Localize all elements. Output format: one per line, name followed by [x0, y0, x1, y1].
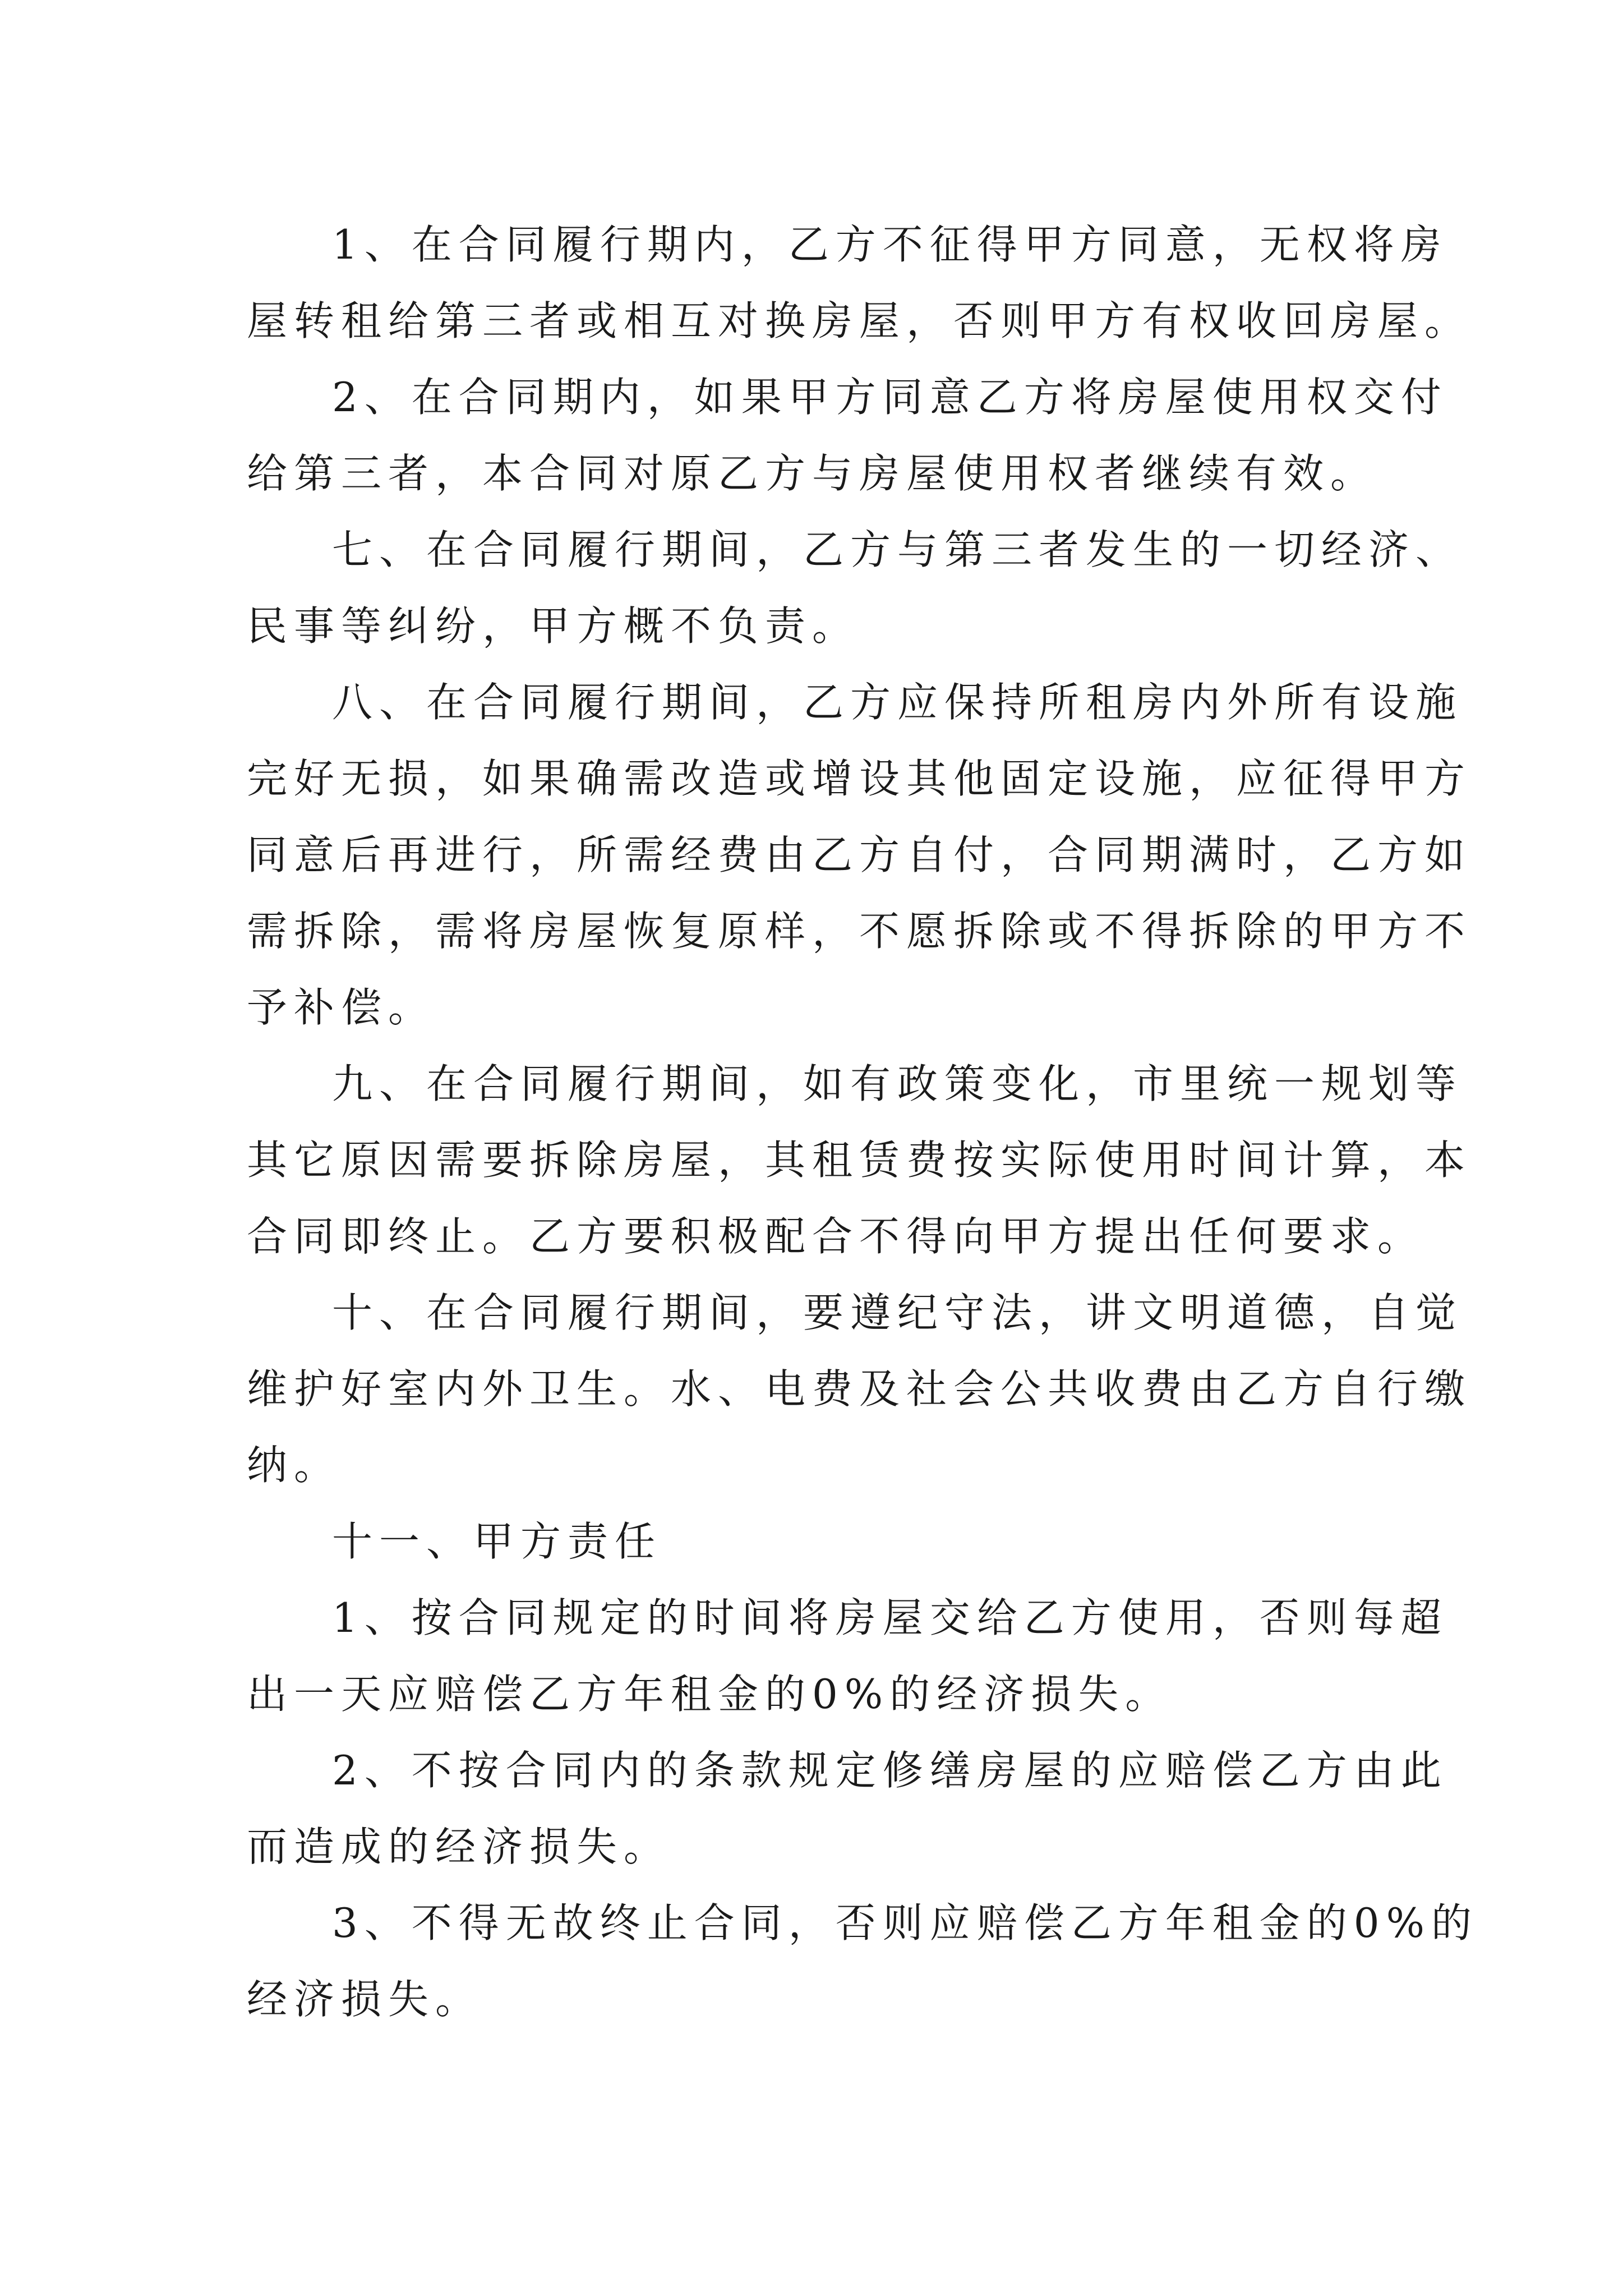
text-line: 八、在合同履行期间，乙方应保持所租房内外所有设施: [332, 679, 1463, 726]
clause-paragraph: [247, 1046, 1472, 1274]
text-line: 出一天应赔偿乙方年租金的0%的经济损失。: [247, 1671, 1173, 1718]
text-line: 完好无损，如果确需改造或增设其他固定设施，应征得甲方: [247, 755, 1472, 802]
clause-paragraph: [247, 664, 1472, 1046]
clause-paragraph: [247, 206, 1472, 359]
text-line: 屋转租给第三者或相互对换房屋，否则甲方有权收回房屋。: [247, 297, 1472, 344]
text-line: 1、在合同履行期内，乙方不征得甲方同意，无权将房: [332, 221, 1448, 268]
text-line: 同意后再进行，所需经费由乙方自付，合同期满时，乙方如: [247, 831, 1472, 878]
text-line: 十、在合同履行期间，要遵纪守法，讲文明道德，自觉: [332, 1289, 1463, 1336]
text-line: 而造成的经济损失。: [247, 1823, 671, 1870]
text-line: 给第三者，本合同对原乙方与房屋使用权者继续有效。: [247, 450, 1378, 497]
text-line: 七、在合同履行期间，乙方与第三者发生的一切经济、: [332, 526, 1463, 573]
text-line: 2、在合同期内，如果甲方同意乙方将房屋使用权交付: [332, 374, 1448, 421]
text-line: 经济损失。: [247, 1976, 483, 2023]
clause-paragraph: [247, 1885, 1479, 2037]
text-line: 合同即终止。乙方要积极配合不得向甲方提出任何要求。: [247, 1213, 1425, 1260]
clause-paragraph: [247, 512, 1463, 664]
clause-paragraph: [247, 359, 1448, 512]
text-line: 民事等纠纷，甲方概不负责。: [247, 602, 860, 650]
text-line: 其它原因需要拆除房屋，其租赁费按实际使用时间计算，本: [247, 1137, 1472, 1184]
text-line: 予补偿。: [247, 984, 436, 1031]
text-line: 维护好室内外卫生。水、电费及社会公共收费由乙方自行缴: [247, 1365, 1472, 1412]
text-line: 九、在合同履行期间，如有政策变化，市里统一规划等: [332, 1060, 1463, 1107]
text-line: 3、不得无故终止合同，否则应赔偿乙方年租金的0%的: [332, 1899, 1479, 1947]
text-line: 1、按合同规定的时间将房屋交给乙方使用，否则每超: [332, 1594, 1448, 1641]
clause-paragraph: [247, 1274, 1472, 1503]
clause-paragraph: [247, 1732, 1448, 1885]
clause-paragraph: [247, 1580, 1448, 1732]
section-heading: [247, 1503, 1385, 1580]
text-line: 需拆除，需将房屋恢复原样，不愿拆除或不得拆除的甲方不: [247, 908, 1472, 955]
document-body: [247, 206, 1479, 2037]
text-line: 纳。: [247, 1442, 342, 1489]
text-line: 十一、甲方责任: [332, 1518, 662, 1565]
text-line: 2、不按合同内的条款规定修缮房屋的应赔偿乙方由此: [332, 1747, 1448, 1794]
